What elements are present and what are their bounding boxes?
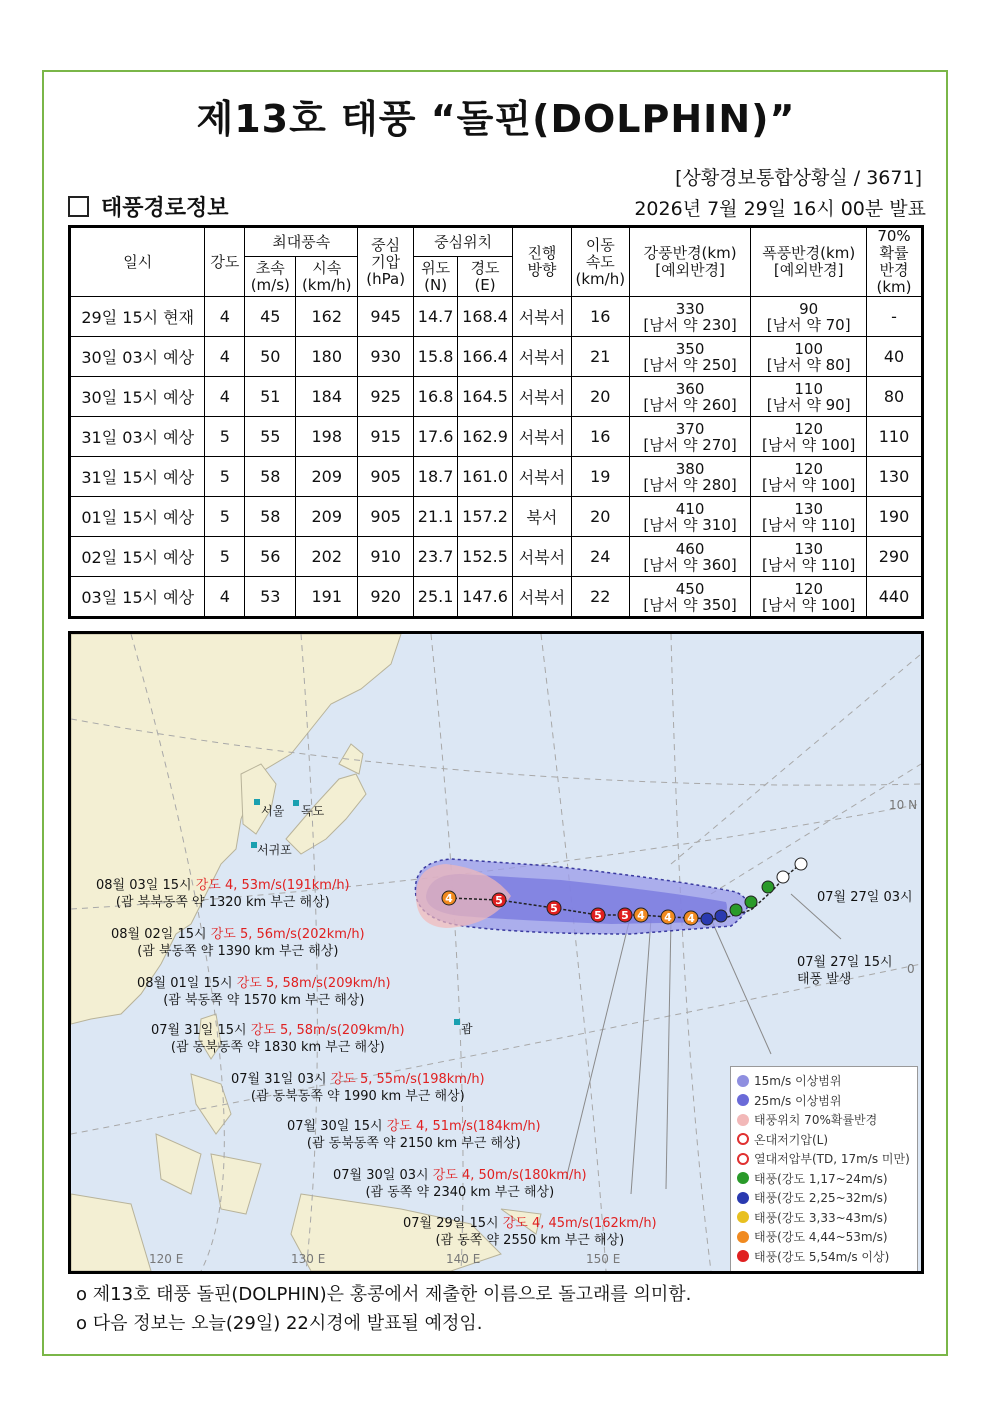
place-seoul: 서울 [261,804,285,818]
cell-wind-ms: 58 [245,457,296,497]
cell-pressure: 920 [358,577,414,618]
header-center: 중심위치 [414,227,513,257]
genesis-label: 07월 27일 15시 태풍 발생 [797,955,893,987]
cell-lon: 166.4 [458,337,513,377]
cell-wind-kmh: 180 [296,337,358,377]
legend-label: 태풍위치 70%확률반경 [754,1113,878,1128]
svg-text:5: 5 [594,909,602,922]
cell-wind-ms: 51 [245,377,296,417]
legend-label: 태풍(강도 1,17~24m/s) [754,1171,888,1186]
cell-wind-kmh: 202 [296,537,358,577]
header-prob-radius: 70% 확률 반경 (km) [867,227,923,297]
track-label-0803: 08월 03일 15시 강도 4, 53m/s(191km/h) (괌 북북동쪽 약 1320 km 부근 해상) [96,878,350,910]
svg-text:4: 4 [687,912,695,925]
cell-pressure: 915 [358,417,414,457]
cell-lon: 147.6 [458,577,513,618]
cell-wind-kmh: 198 [296,417,358,457]
legend-label: 태풍(강도 4,44~53m/s) [754,1230,888,1245]
cell-prob-radius: 80 [867,377,923,417]
cell-wind-kmh: 184 [296,377,358,417]
cell-wind-ms: 45 [245,297,296,337]
header-lat: 위도 (N) [414,257,458,297]
svg-text:5: 5 [495,894,503,907]
header-speed: 이동 속도 (km/h) [571,227,629,297]
section-title: 태풍경로정보 [101,196,229,221]
cell-intensity: 4 [205,577,245,618]
track-label-0801: 08월 01일 15시 강도 5, 58m/s(209km/h) (괌 북동쪽 약 1570 km 부근 해상) [137,976,391,1008]
cell-storm-radius: 130 [남서 약 110] [751,537,867,577]
cell-pressure: 905 [358,457,414,497]
track-point-past-5 [762,881,774,893]
legend-item [737,1071,911,1091]
cell-storm-radius: 130 [남서 약 110] [751,497,867,537]
legend-label: 25m/s 이상범위 [754,1093,842,1108]
cell-datetime: 31일 03시 예상 [70,417,205,457]
legend-swatch-icon [737,1172,749,1184]
cell-speed: 21 [571,337,629,377]
svg-text:4: 4 [664,911,672,924]
track-point-td-2 [795,858,807,870]
cell-lon: 162.9 [458,417,513,457]
track-point-past-2 [715,910,727,922]
cell-gale-radius: 450 [남서 약 350] [629,577,751,618]
cell-wind-ms: 50 [245,337,296,377]
cell-datetime: 02일 15시 예상 [70,537,205,577]
svg-text:4: 4 [445,892,453,905]
grid-label-0: 0 [907,962,915,976]
note-item: o 다음 정보는 오늘(29일) 22시경에 발표될 예정임. [76,1313,483,1334]
header-max-wind: 최대풍속 [245,227,358,257]
page-title: 제13호 태풍 “돌핀(DOLPHIN)” [196,97,796,141]
legend-item [737,1169,911,1189]
cell-pressure: 910 [358,537,414,577]
track-label-0730-15: 07월 30일 15시 강도 4, 51m/s(184km/h) (괌 동북동쪽 약 2150 km 부근 해상) [287,1119,541,1151]
track-label-0730-03: 07월 30일 03시 강도 4, 50m/s(180km/h) (괌 동쪽 약 2340 km 부근 해상) [333,1168,587,1200]
cell-datetime: 03일 15시 예상 [70,577,205,618]
cell-lat: 18.7 [414,457,458,497]
cell-datetime: 31일 15시 예상 [70,457,205,497]
legend-item [737,1130,911,1150]
cell-lat: 25.1 [414,577,458,618]
cell-lon: 152.5 [458,537,513,577]
legend-swatch-icon [737,1133,749,1145]
cell-wind-ms: 58 [245,497,296,537]
place-guam: 괌 [461,1022,473,1036]
legend-item [737,1188,911,1208]
cell-storm-radius: 90 [남서 약 70] [751,297,867,337]
cell-direction: 서북서 [513,417,572,457]
cell-wind-ms: 56 [245,537,296,577]
legend-item [737,1110,911,1130]
cell-wind-ms: 55 [245,417,296,457]
cell-gale-radius: 350 [남서 약 250] [629,337,751,377]
cell-datetime: 30일 15시 예상 [70,377,205,417]
grid-label-150e: 150 E [586,1252,621,1266]
legend-label: 온대저기압(L) [754,1132,829,1147]
cell-prob-radius: 290 [867,537,923,577]
cell-lat: 15.8 [414,337,458,377]
cell-speed: 19 [571,457,629,497]
cell-lat: 21.1 [414,497,458,537]
cell-lon: 157.2 [458,497,513,537]
cell-intensity: 5 [205,457,245,497]
legend-item [737,1227,911,1247]
header-intensity: 강도 [205,227,245,297]
cell-lat: 23.7 [414,537,458,577]
cell-lat: 16.8 [414,377,458,417]
cell-intensity: 5 [205,537,245,577]
track-label-0731-15: 07월 31일 15시 강도 5, 58m/s(209km/h) (괌 동북동쪽 약 1830 km 부근 해상) [151,1023,405,1055]
legend-label: 태풍(강도 2,25~32m/s) [754,1191,888,1206]
cell-prob-radius: 110 [867,417,923,457]
cell-direction: 서북서 [513,577,572,618]
table-row [70,297,923,337]
track-point-past-3 [730,904,742,916]
cell-prob-radius: - [867,297,923,337]
legend-swatch-icon [737,1114,749,1126]
cell-wind-kmh: 162 [296,297,358,337]
cell-storm-radius: 120 [남서 약 100] [751,577,867,618]
note-item: o 제13호 태풍 돌핀(DOLPHIN)은 홍콩에서 제출한 이름으로 돌고래를 의미함. [76,1284,692,1305]
cell-direction: 서북서 [513,297,572,337]
cell-speed: 24 [571,537,629,577]
track-label-0802: 08월 02일 15시 강도 5, 56m/s(202km/h) (괌 북동쪽 약 1390 km 부근 해상) [111,927,365,959]
svg-text:5: 5 [621,909,629,922]
header-pressure: 중심 기압 (hPa) [358,227,414,297]
legend-item [737,1208,911,1228]
legend-swatch-icon [737,1192,749,1204]
cell-prob-radius: 130 [867,457,923,497]
legend-item [737,1149,911,1169]
cell-speed: 16 [571,297,629,337]
cell-pressure: 930 [358,337,414,377]
table-row [70,577,923,618]
legend-swatch-icon [737,1094,749,1106]
cell-datetime: 29일 15시 현재 [70,297,205,337]
cell-lon: 161.0 [458,457,513,497]
cell-wind-ms: 53 [245,577,296,618]
track-point-past-1 [701,913,713,925]
typhoon-info-table [68,225,924,619]
issued-time: 2026년 7월 29일 16시 00분 발표 [634,198,926,220]
header-storm-radius: 폭풍반경(km) [예외반경] [751,227,867,297]
cell-intensity: 4 [205,337,245,377]
header-datetime: 일시 [70,227,205,297]
grid-label-120e: 120 E [149,1252,184,1266]
typhoon-track-map [68,631,924,1274]
cell-speed: 20 [571,377,629,417]
table-row [70,457,923,497]
grid-label-130e: 130 E [291,1252,326,1266]
legend-label: 15m/s 이상범위 [754,1074,842,1089]
cell-intensity: 5 [205,497,245,537]
cell-storm-radius: 110 [남서 약 90] [751,377,867,417]
track-label-start: 07월 27일 03시 [817,890,913,905]
header-wind-kmh: 시속 (km/h) [296,257,358,297]
cell-prob-radius: 40 [867,337,923,377]
legend-label: 태풍(강도 5,54m/s 이상) [754,1249,890,1264]
cell-lon: 164.5 [458,377,513,417]
cell-direction: 서북서 [513,457,572,497]
table-row [70,417,923,457]
legend-swatch-icon [737,1250,749,1262]
checkbox-icon [68,196,89,217]
cell-intensity: 4 [205,297,245,337]
legend-swatch-icon [737,1231,749,1243]
cell-speed: 16 [571,417,629,457]
cell-speed: 22 [571,577,629,618]
legend-label: 열대저압부(TD, 17m/s 미만) [754,1152,910,1167]
cell-prob-radius: 440 [867,577,923,618]
legend-swatch-icon [737,1153,749,1165]
cell-prob-radius: 190 [867,497,923,537]
legend-label: 태풍(강도 3,33~43m/s) [754,1210,888,1225]
header-direction: 진행 방향 [513,227,572,297]
cell-datetime: 30일 03시 예상 [70,337,205,377]
header-lon: 경도 (E) [458,257,513,297]
legend-item [737,1247,911,1267]
legend-swatch-icon [737,1075,749,1087]
cell-gale-radius: 360 [남서 약 260] [629,377,751,417]
cell-wind-kmh: 209 [296,457,358,497]
track-label-0729-15: 07월 29일 15시 강도 4, 45m/s(162km/h) (괌 동쪽 약 2550 km 부근 해상) [403,1216,657,1248]
cell-direction: 서북서 [513,537,572,577]
cell-gale-radius: 370 [남서 약 270] [629,417,751,457]
cell-direction: 서북서 [513,337,572,377]
grid-label-140e: 140 E [446,1252,481,1266]
table-row [70,497,923,537]
place-seogwipo: 서귀포 [257,843,292,857]
cell-storm-radius: 120 [남서 약 100] [751,417,867,457]
table-row [70,337,923,377]
cell-gale-radius: 460 [남서 약 360] [629,537,751,577]
table-row [70,537,923,577]
cell-gale-radius: 410 [남서 약 310] [629,497,751,537]
cell-gale-radius: 330 [남서 약 230] [629,297,751,337]
cell-intensity: 5 [205,417,245,457]
track-point-past-4 [745,896,757,908]
grid-label-10n: 10 N [889,798,918,812]
cell-direction: 북서 [513,497,572,537]
legend-item [737,1091,911,1111]
cell-storm-radius: 120 [남서 약 100] [751,457,867,497]
cell-intensity: 4 [205,377,245,417]
place-dokdo: 독도 [301,804,325,818]
header-wind-ms: 초속 (m/s) [245,257,296,297]
cell-pressure: 925 [358,377,414,417]
cell-gale-radius: 380 [남서 약 280] [629,457,751,497]
track-label-0731-03: 07월 31일 03시 강도 5, 55m/s(198km/h) (괌 동북동쪽 약 1990 km 부근 해상) [231,1072,485,1104]
svg-text:4: 4 [637,909,645,922]
cell-pressure: 945 [358,297,414,337]
header-gale-radius: 강풍반경(km) [예외반경] [629,227,751,297]
cell-lon: 168.4 [458,297,513,337]
issuer-label: [상황경보통합상황실 / 3671] [675,167,922,189]
cell-speed: 20 [571,497,629,537]
track-point-td-1 [777,871,789,883]
cell-lat: 14.7 [414,297,458,337]
cell-wind-kmh: 209 [296,497,358,537]
section-heading [68,191,229,222]
svg-text:5: 5 [550,902,558,915]
legend-swatch-icon [737,1211,749,1223]
cell-direction: 서북서 [513,377,572,417]
cell-storm-radius: 100 [남서 약 80] [751,337,867,377]
table-row [70,377,923,417]
cell-datetime: 01일 15시 예상 [70,497,205,537]
cell-pressure: 905 [358,497,414,537]
cell-lat: 17.6 [414,417,458,457]
notes [76,1280,691,1338]
map-legend [730,1066,918,1272]
cell-wind-kmh: 191 [296,577,358,618]
